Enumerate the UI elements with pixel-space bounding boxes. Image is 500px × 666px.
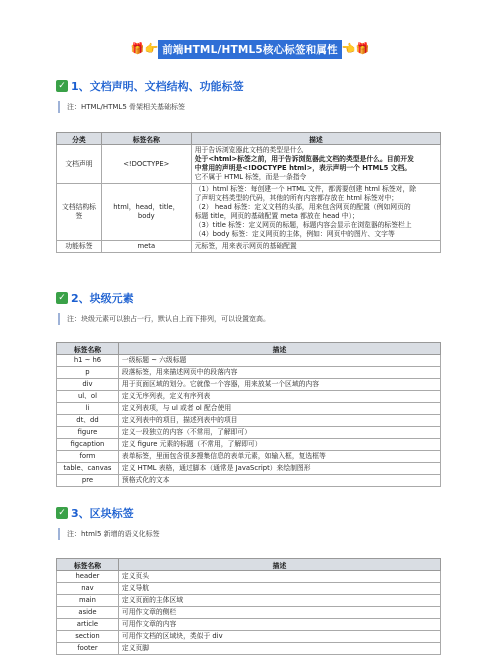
desc-line: 中常用的声明是<!DOCTYPE html>，表示声明一个 HTML5 文档。 [194,164,412,172]
tag-cell: div [57,379,119,391]
desc-cell: 定义 HTML 表格，通过脚本（通常是 JavaScript）来绘制图形 [118,463,440,475]
tag-cell: html，head，title，body [101,184,191,241]
column-header: 标签名称 [101,133,191,145]
desc-cell [191,241,440,253]
page-title: 前端HTML/HTML5核心标签和属性 [158,40,342,59]
desc-cell: 定义页脚 [118,643,440,655]
page-title-bar [0,38,500,59]
tag-cell: table、canvas [57,463,119,475]
desc-cell: 定义无序列表，定义有序列表 [118,391,440,403]
tag-cell: dt、dd [57,415,119,427]
tag-cell: header [57,571,119,583]
gift-pointing-icons-left: 🎁👉 [130,42,159,55]
table-row [57,391,441,403]
table-row [57,463,441,475]
desc-line: （1）html 标签：每创建一个 HTML 文件，都需要创建 html 标签对，除 [194,185,417,193]
tag-cell: pre [57,475,119,487]
column-header: 分类 [57,133,102,145]
desc-cell [191,145,440,184]
desc-line: 了声明文档类型的代码，其他的所有内容都存放在 html 标签对中； [194,194,399,202]
desc-line: （2） head 标签：定义文档的头部，用来包含网页的配置（例如网页的 [194,203,411,211]
tag-cell: <!DOCTYPE> [101,145,191,184]
table-row [57,379,441,391]
tag-cell: section [57,631,119,643]
section3-heading [56,505,134,521]
section1-heading-text: 1、文档声明、文档结构、功能标签 [71,80,244,93]
table-row [57,607,441,619]
tag-cell: article [57,619,119,631]
section1-table [56,132,441,253]
column-header: 描述 [118,343,440,355]
section2-heading [56,290,134,306]
desc-cell: 一级标题 ~ 六级标题 [118,355,440,367]
check-icon: ✓ [56,80,68,92]
table-row [57,184,441,241]
tag-cell: main [57,595,119,607]
desc-line: 元标签，用来表示网页的基础配置 [194,242,297,250]
tag-cell: aside [57,607,119,619]
table-row [57,631,441,643]
tag-cell: figure [57,427,119,439]
table-row [57,643,441,655]
desc-cell: 定义页面的主体区域 [118,595,440,607]
table-row [57,355,441,367]
gift-pointing-icons-right: 👈🎁 [341,42,370,55]
table-header-row [57,133,441,145]
table-row [57,415,441,427]
desc-line: 用于告诉浏览器此文档的类型是什么 [194,146,304,154]
tag-cell: footer [57,643,119,655]
table-row [57,475,441,487]
desc-cell: 定义导航 [118,583,440,595]
desc-cell: 定义列表项，与 ul 或者 ol 配合使用 [118,403,440,415]
category-cell: 文档结构标签 [57,184,102,241]
desc-cell: 可用作文章的侧栏 [118,607,440,619]
tag-cell: figcaption [57,439,119,451]
section3-table [56,558,441,655]
table-row [57,571,441,583]
column-header: 描述 [191,133,440,145]
section1-heading [56,78,244,94]
desc-line: （3）title 标签：定义网页的标题，标题内容会显示在浏览器的标签栏上 [194,221,412,229]
desc-line: 它不属于 HTML 标签，而是一条指令 [194,173,307,181]
tag-cell: h1 ~ h6 [57,355,119,367]
section2-table [56,342,441,487]
check-icon: ✓ [56,507,68,519]
table-row [57,583,441,595]
desc-cell: 用于页面区域的划分。它就像一个容器，用来放某一个区域的内容 [118,379,440,391]
desc-cell: 表单标签，里面包含很多搜集信息的表单元素，如输入框，复选框等 [118,451,440,463]
desc-line: 处于<html>标签之前，用于告诉浏览器此文档的类型是什么。目前开发 [194,155,414,163]
tag-cell: meta [101,241,191,253]
tag-cell: li [57,403,119,415]
table-row [57,439,441,451]
column-header: 标签名称 [57,343,119,355]
section3-note: 注：html5 新增的语义化标签 [58,528,440,540]
category-cell: 文档声明 [57,145,102,184]
table-row [57,241,441,253]
desc-cell: 定义列表中的项目，描述列表中的项目 [118,415,440,427]
table-header-row [57,559,441,571]
desc-cell: 定义 figure 元素的标题（不常用，了解即可） [118,439,440,451]
section2-heading-text: 2、块级元素 [71,292,134,305]
column-header: 描述 [118,559,440,571]
section3-heading-text: 3、区块标签 [71,507,134,520]
table-row [57,619,441,631]
column-header: 标签名称 [57,559,119,571]
check-icon: ✓ [56,292,68,304]
desc-cell: 预格式化的文本 [118,475,440,487]
desc-cell: 段落标签，用来描述网页中的段落内容 [118,367,440,379]
table-row [57,595,441,607]
desc-cell: 定义一段独立的内容（不常用，了解即可） [118,427,440,439]
table-row [57,367,441,379]
desc-cell: 可用作文档的区域块，类似于 div [118,631,440,643]
section2-note: 注：块级元素可以独占一行，默认自上而下排列，可以设置宽高。 [58,313,440,325]
table-row [57,427,441,439]
tag-cell: p [57,367,119,379]
desc-cell: 可用作文章的内容 [118,619,440,631]
desc-cell [191,184,440,241]
desc-line: （4）body 标签：定义网页的主体，例如：网页中的图片、文字等 [194,230,395,238]
category-cell: 功能标签 [57,241,102,253]
table-header-row [57,343,441,355]
section1-note: 注：HTML/HTML5 骨架相关基础标签 [58,101,440,113]
tag-cell: nav [57,583,119,595]
desc-line: 标题 title，网页的基础配置 meta 都放在 head 中）； [194,212,359,220]
table-row [57,145,441,184]
table-row [57,403,441,415]
tag-cell: ul、ol [57,391,119,403]
table-row [57,451,441,463]
desc-cell: 定义页头 [118,571,440,583]
tag-cell: form [57,451,119,463]
